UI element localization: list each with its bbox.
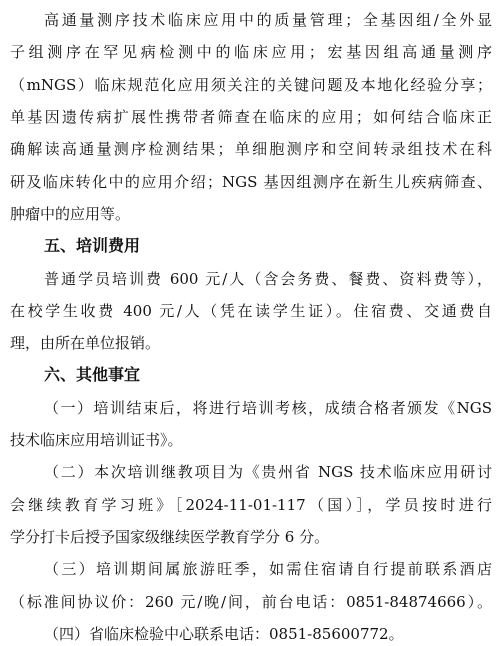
content-line-1: 高通量测序技术临床应用中的质量管理；全基因组/全外显 [44, 11, 492, 29]
content-line-7: 肿瘤中的应用等。 [10, 205, 131, 223]
fees-line-1: 普通学员培训费 600 元/人（含会务费、餐费、资料费等）， [44, 270, 492, 288]
other-heading: 六、其他事宜 [44, 365, 141, 384]
content-line-6: 研及临床转化中的应用介绍；NGS 基因组测序在新生儿疾病筛查、 [10, 173, 492, 191]
other-item4-line-1: （四）省临床检验中心联系电话：0851-85600772。 [44, 625, 404, 643]
other-item3-line-2: （标准间协议价：260 元/晚/间，前台电话：0851-84874666）。 [10, 593, 492, 611]
other-item2-line-2: 会继续教育学习班》［2024-11-01-117（国）］，学员按时进行 [10, 496, 492, 514]
fees-line-2: 在校学生收费 400 元/人（凭在读学生证）。住宿费、交通费自 [10, 302, 492, 320]
other-item1-line-1: （一）培训结束后，将进行培训考核，成绩合格者颁发《NGS [44, 399, 492, 417]
content-line-2: 子组测序在罕见病检测中的临床应用；宏基因组高通量测序 [10, 43, 492, 61]
content-line-5: 确解读高通量测序检测结果；单细胞测序和空间转录组技术在科 [10, 140, 492, 158]
fees-heading: 五、培训费用 [44, 236, 141, 255]
content-line-3: （mNGS）临床规范化应用须关注的关键问题及本地化经验分享； [10, 76, 492, 94]
content-line-4: 单基因遗传病扩展性携带者筛查在临床的应用；如何结合临床正 [10, 108, 492, 126]
other-item2-line-1: （二）本次培训继教项目为《贵州省 NGS 技术临床应用研讨 [44, 463, 492, 481]
fees-line-3: 理，由所在单位报销。 [10, 334, 161, 352]
other-item3-line-1: （三）培训期间属旅游旺季，如需住宿请自行提前联系酒店 [44, 560, 492, 578]
other-item2-line-3: 学分打卡后授予国家级继续医学教育学分 6 分。 [10, 528, 330, 546]
other-item1-line-2: 技术临床应用培训证书》。 [10, 431, 183, 449]
